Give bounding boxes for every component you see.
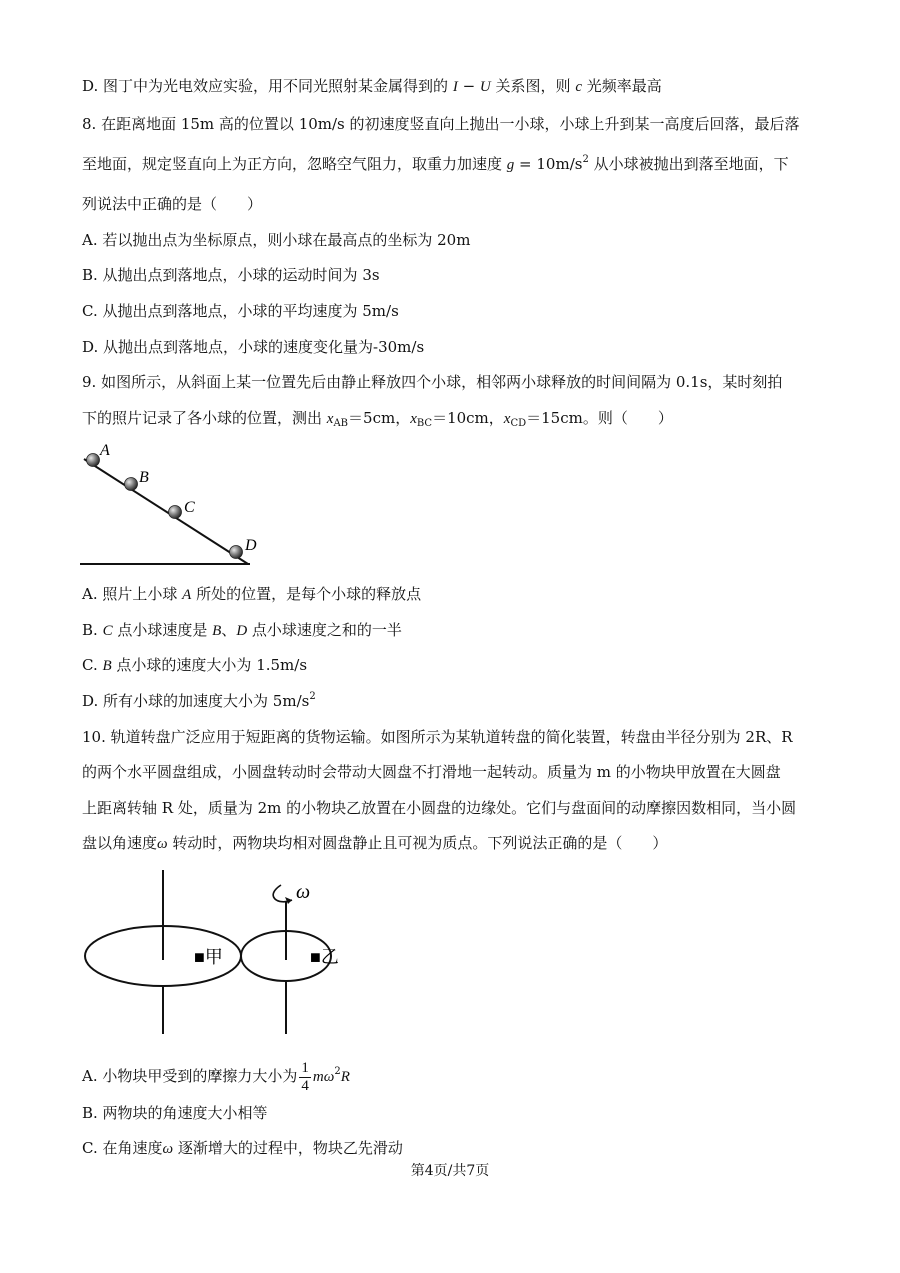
q9-b-text: B. [82,621,103,639]
q9-stem-line1 [82,372,782,392]
q9-b-c: C [102,623,113,639]
q10-option-b [82,1103,268,1123]
q8-stem2a: 至地面，规定竖直向上为正方向，忽略空气阻力，取重力加速度 [82,155,507,173]
q9-d-sup: 2 [309,691,316,702]
q10-a-text: A. 小物块甲受到的摩擦力大小为 [82,1067,298,1085]
q10-stem-line4 [82,833,667,854]
label-c: C [184,499,195,516]
q9-stem1: 9. 如图所示，从斜面上某一位置先后由静止释放四个小球，相邻两小球释放的时间间隔为 0.1s，某时刻拍 [82,373,783,391]
label-b: B [139,469,149,486]
q8-stem2b: 从小球被抛出到落至地面，下 [588,155,789,173]
q10-stem-line3 [82,798,796,818]
ball-a [87,454,100,467]
q9-a-var: A [182,587,192,603]
q10-c-text2: 逐渐增大的过程中，物块乙先滑动 [173,1139,403,1157]
q9-a-text: A. 照片上小球 [82,585,183,603]
q8-option-d [82,337,424,357]
q9-option-a [82,584,421,605]
q10-stem3: 上距离转轴 R 处，质量为 2m 的小物块乙放置在小圆盘的边缘处。它们与盘面间的动摩擦因数相同，当小圆 [82,799,797,817]
q9-bc-val: ＝10cm， [432,409,504,427]
label-a: A [100,442,110,459]
q10-option-c [82,1138,403,1159]
q10-omega: ω [157,836,168,852]
fraction-denominator: 4 [301,1077,309,1094]
q8-stem-line2 [82,154,789,175]
q8-g: g [506,157,515,173]
q8-a-text: A. 若以抛出点为坐标原点，则小球在最高点的坐标为 20m [82,231,471,249]
page-footer: 第4页/共7页 [410,1163,490,1179]
q9-c-text: C. [82,656,103,674]
q8-stem1: 8. 在距离地面 15m 高的位置以 10m/s 的初速度竖直向上抛出一小球，小球上升到某一高度后回落，最后落 [82,115,800,133]
q10-stem-line1 [82,727,793,747]
q10-stem1: 10. 轨道转盘广泛应用于短距离的货物运输。如图所示为某轨道转盘的简化装置，转盘由半径分别为 2R、R [82,728,793,746]
q8-option-c [82,301,399,321]
q9-x2: x [410,411,417,427]
q9-b-sep: 、 [221,621,237,639]
block-jia-label: ■甲 [194,947,223,967]
label-d: D [245,537,257,554]
q10-option-a [82,1058,350,1095]
q7-d-text3: 光频率最高 [581,77,662,95]
q9-b-b: B [212,623,222,639]
q9-x1: x [326,411,334,427]
q10-stem4b: 转动时，两物块均相对圆盘静止且可视为质点。下列说法正确的是（ ） [167,834,668,852]
q8-stem3: 列说法中正确的是（ ） [82,195,263,213]
q8-option-b [82,265,380,285]
q9-sub-ab: AB [333,418,349,429]
q8-d-text: D. 从抛出点到落地点，小球的速度变化量为-30m/s [82,338,425,356]
q8-option-a [82,230,470,250]
q9-b-d: D [236,623,248,639]
q7-d-minus: − [457,77,480,95]
q10-c-text: C. 在角速度 [82,1139,163,1157]
omega-label: ω [296,881,311,903]
q10-a-r: R [340,1069,350,1085]
ball-c [169,506,182,519]
q9-b-text2: 点小球速度是 [112,621,213,639]
q9-sub-cd: CD [510,418,527,429]
q9-d-text: D. 所有小球的加速度大小为 5m/s [82,692,310,710]
q7-d-i: I [452,79,458,95]
q8-stem-line3 [82,194,262,214]
ball-d [230,546,243,559]
incline-figure [78,440,268,575]
q10-b-text: B. 两物块的角速度大小相等 [82,1104,268,1122]
q10-a-fraction [299,1060,311,1095]
q8-sup: 2 [582,154,589,165]
q9-option-d [82,691,316,711]
q7-d-text: D. 图丁中为光电效应实验，用不同光照射某金属得到的 [82,77,453,95]
q8-stem-line1 [82,114,800,134]
q10-stem4a: 盘以角速度 [82,834,158,852]
q9-c-text2: 点小球的速度大小为 1.5m/s [111,656,308,674]
q10-stem2: 的两个水平圆盘组成，小圆盘转动时会带动大圆盘不打滑地一起转动。质量为 m 的小物块甲放置在大圆盘 [82,763,781,781]
q7-option-d [82,76,662,97]
q7-d-text2: 关系图，则 [490,77,576,95]
q9-cd-val: ＝15cm。则（ ） [526,409,673,427]
block-yi-label: ■乙 [310,947,339,967]
q8-eq: = 10m/s [514,155,583,173]
q9-option-c [82,655,307,676]
q9-ab-val: ＝5cm， [348,409,411,427]
q10-a-sup: 2 [334,1066,341,1077]
q7-d-u: U [479,79,491,95]
fraction-numerator: 1 [301,1059,309,1076]
q9-sub-bc: BC [416,418,433,429]
q8-b-text: B. 从抛出点到落地点，小球的运动时间为 3s [82,266,380,284]
q9-c-b: B [102,658,112,674]
q9-stem-line2 [82,408,673,429]
q10-a-m-omega: mω [312,1069,335,1085]
incline-line [84,459,248,564]
q10-c-omega: ω [162,1141,174,1157]
q9-a-text2: 所处的位置，是每个小球的释放点 [191,585,422,603]
turntable-figure [78,862,378,1042]
q9-x3: x [503,411,511,427]
ball-b [125,478,138,491]
q9-b-text3: 点小球速度之和的一半 [247,621,402,639]
q9-stem2a: 下的照片记录了各小球的位置，测出 [82,409,327,427]
q9-option-b [82,620,402,641]
q8-c-text: C. 从抛出点到落地点，小球的平均速度为 5m/s [82,302,399,320]
q7-d-c: c [575,79,582,95]
q10-stem-line2 [82,762,781,782]
